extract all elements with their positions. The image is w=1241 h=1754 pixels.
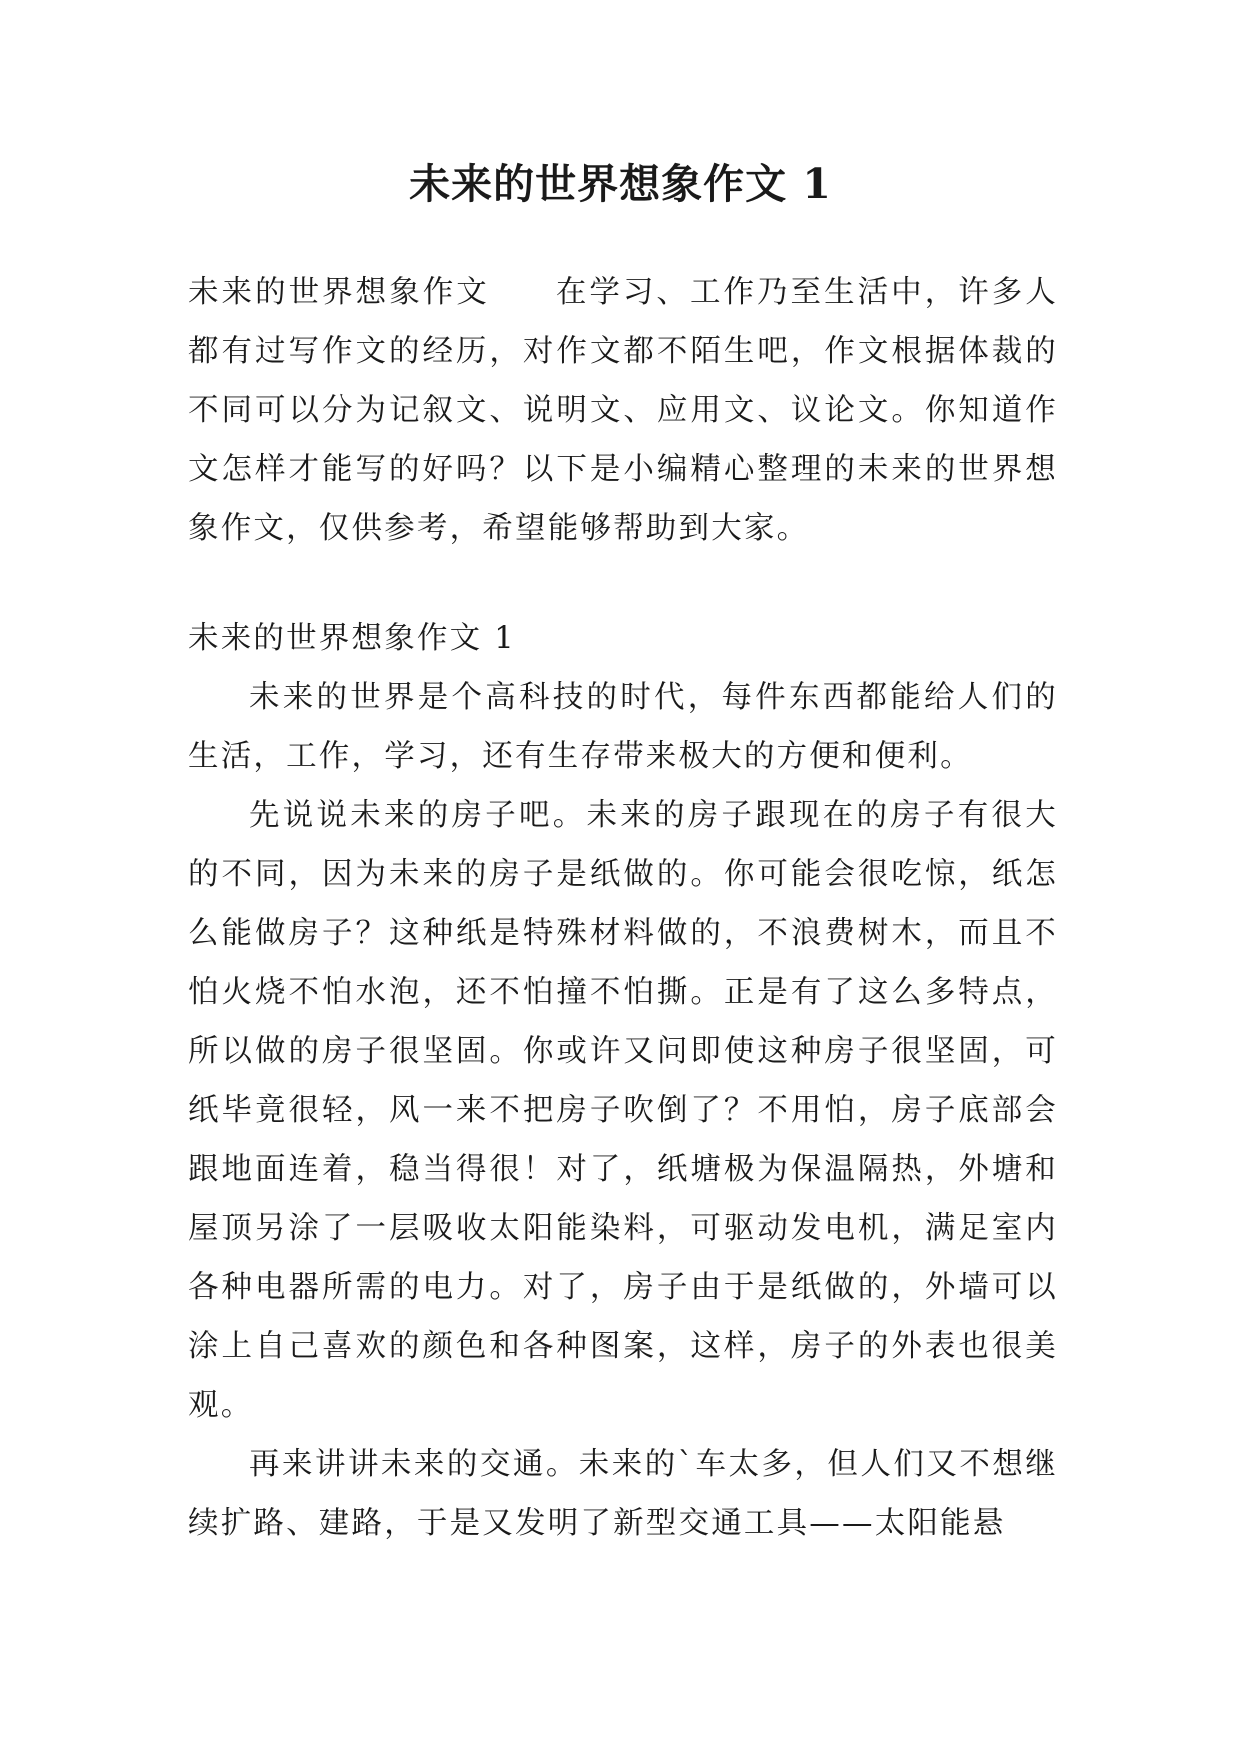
document-title: 未来的世界想象作文 1: [409, 160, 832, 208]
document-body: [188, 263, 1058, 1553]
intro-lead: 未来的世界想象作文: [188, 275, 490, 310]
section-heading: 未来的世界想象作文 1: [188, 621, 516, 656]
body-paragraph: 未来的世界是个高科技的时代，每件东西都能给人们的生活，工作，学习，还有生存带来极大的方便和便利。: [188, 680, 1058, 774]
intro-text: 在学习、工作乃至生活中，许多人都有过写作文的经历，对作文都不陌生吧，作文根据体裁的不同可以分为记叙文、说明文、应用文、议论文。你知道作文怎样才能写的好吗？以下是小编精心整理的未来的世界想象作文，仅供参考，希望能够帮助到大家。: [188, 275, 1058, 546]
body-paragraph: 先说说未来的房子吧。未来的房子跟现在的房子有很大的不同，因为未来的房子是纸做的。你可能会很吃惊，纸怎么能做房子？这种纸是特殊材料做的，不浪费树木，而且不怕火烧不怕水泡，还不怕撞不怕撕。正是有了这么多特点，所以做的房子很坚固。你或许又问即使这种房子很坚固，可纸毕竟很轻，风一来不把房子吹倒了？不用怕，房子底部会跟地面连着，稳当得很！对了，纸塘极为保温隔热，外塘和屋顶另涂了一层吸收太阳能染料，可驱动发电机，满足室内各种电器所需的电力。对了，房子由于是纸做的，外墙可以涂上自己喜欢的颜色和各种图案，这样，房子的外表也很美观。: [188, 798, 1058, 1423]
intro-paragraph: [188, 263, 1058, 558]
body-paragraph: 再来讲讲未来的交通。未来的`车太多，但人们又不想继续扩路、建路，于是又发明了新型交通工具——太阳能悬: [188, 1447, 1058, 1541]
